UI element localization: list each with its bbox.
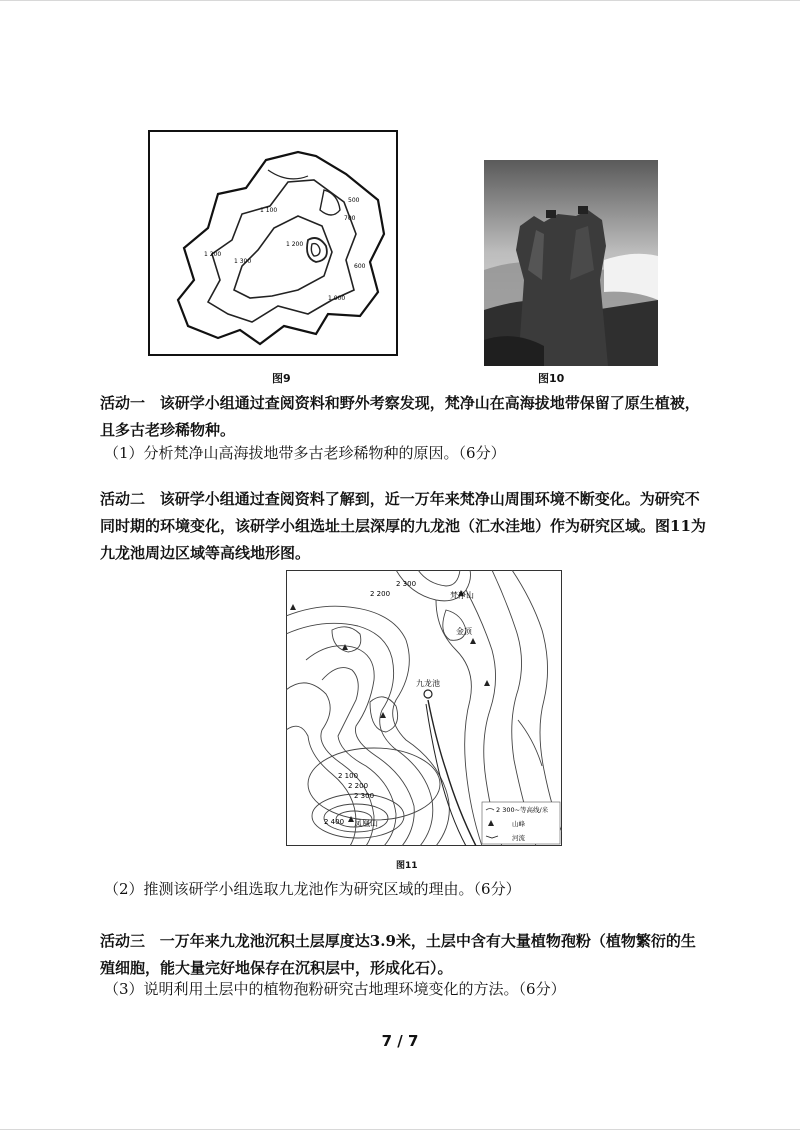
fig11-label-jiulongchi: 九龙池 bbox=[416, 679, 440, 688]
activity-1-paragraph bbox=[100, 390, 710, 444]
activity-2-text: 该研学小组通过查阅资料了解到，近一万年来梵净山周围环境不断变化。为研究不同时期的环境变化，该研学小组选址土层深厚的九龙池（汇水洼地）作为研究区域。图11为九龙池周边区域等高线地形图。 bbox=[100, 490, 706, 562]
fig11-legend bbox=[482, 802, 560, 844]
figure-10-photo bbox=[484, 160, 658, 366]
fig11-label-fanjing: 梵净山 bbox=[450, 591, 474, 600]
fig11-legend-river: 河流 bbox=[512, 834, 525, 842]
fig9-label-2: 1 200 bbox=[204, 251, 222, 258]
fig11-label-2200: 2 200 bbox=[370, 590, 391, 598]
activity-1-text: 该研学小组通过查阅资料和野外考察发现，梵净山在高海拔地带保留了原生植被，且多古老珍稀物种。 bbox=[100, 394, 700, 439]
fig11-label-2300-top: 2 300 bbox=[396, 580, 417, 588]
activity-2-paragraph bbox=[100, 486, 710, 567]
fig9-label-6: 600 bbox=[354, 263, 366, 270]
figure-9-caption: 图9 bbox=[272, 372, 291, 385]
fig9-label-8: 1 000 bbox=[328, 295, 346, 302]
figure-10-caption: 图10 bbox=[538, 372, 565, 385]
activity-3-heading: 活动三 bbox=[100, 932, 146, 950]
activity-1-heading: 活动一 bbox=[100, 394, 146, 412]
activity-3-text: 一万年来九龙池沉积土层厚度达3.9米，土层中含有大量植物孢粉（植物繁衍的生殖细胞，能大量完好地保存在沉积层中，形成化石）。 bbox=[100, 932, 696, 977]
page-number: 7 / 7 bbox=[381, 1032, 419, 1050]
fig11-label-2400: 2 400 bbox=[324, 818, 345, 826]
question-3: （3）说明利用土层中的植物孢粉研究古地理环境变化的方法。（6分） bbox=[104, 980, 566, 998]
figure-11-contour-map bbox=[286, 570, 562, 846]
fig11-legend-peak: 山峰 bbox=[512, 820, 525, 828]
activity-2-heading: 活动二 bbox=[100, 490, 146, 508]
fig9-label-5: 700 bbox=[344, 215, 356, 222]
fig11-legend-contour: 2 300~等高线/米 bbox=[496, 806, 549, 814]
activity-3-paragraph bbox=[100, 928, 710, 982]
question-2: （2）推测该研学小组选取九龙池作为研究区域的理由。（6分） bbox=[104, 880, 521, 898]
fig9-label-4: 1 200 bbox=[286, 241, 304, 248]
fig11-label-2200b: 2 200 bbox=[348, 782, 369, 790]
question-1: （1）分析梵净山高海拔地带多古老珍稀物种的原因。（6分） bbox=[104, 444, 506, 462]
fig9-label-1: 1 100 bbox=[260, 207, 278, 214]
fig11-label-jinding: 金顶 bbox=[456, 627, 472, 636]
fig11-label-2300b: 2 300 bbox=[354, 792, 375, 800]
fig11-label-fenghuangshan: 凤凰山 bbox=[354, 819, 378, 828]
fig9-label-3: 1 300 bbox=[234, 258, 252, 265]
figure-11-caption: 图11 bbox=[396, 861, 418, 871]
fig9-label-7: 500 bbox=[348, 197, 360, 204]
fig11-label-2100: 2 100 bbox=[338, 772, 359, 780]
figure-9-contour-map bbox=[148, 130, 398, 356]
